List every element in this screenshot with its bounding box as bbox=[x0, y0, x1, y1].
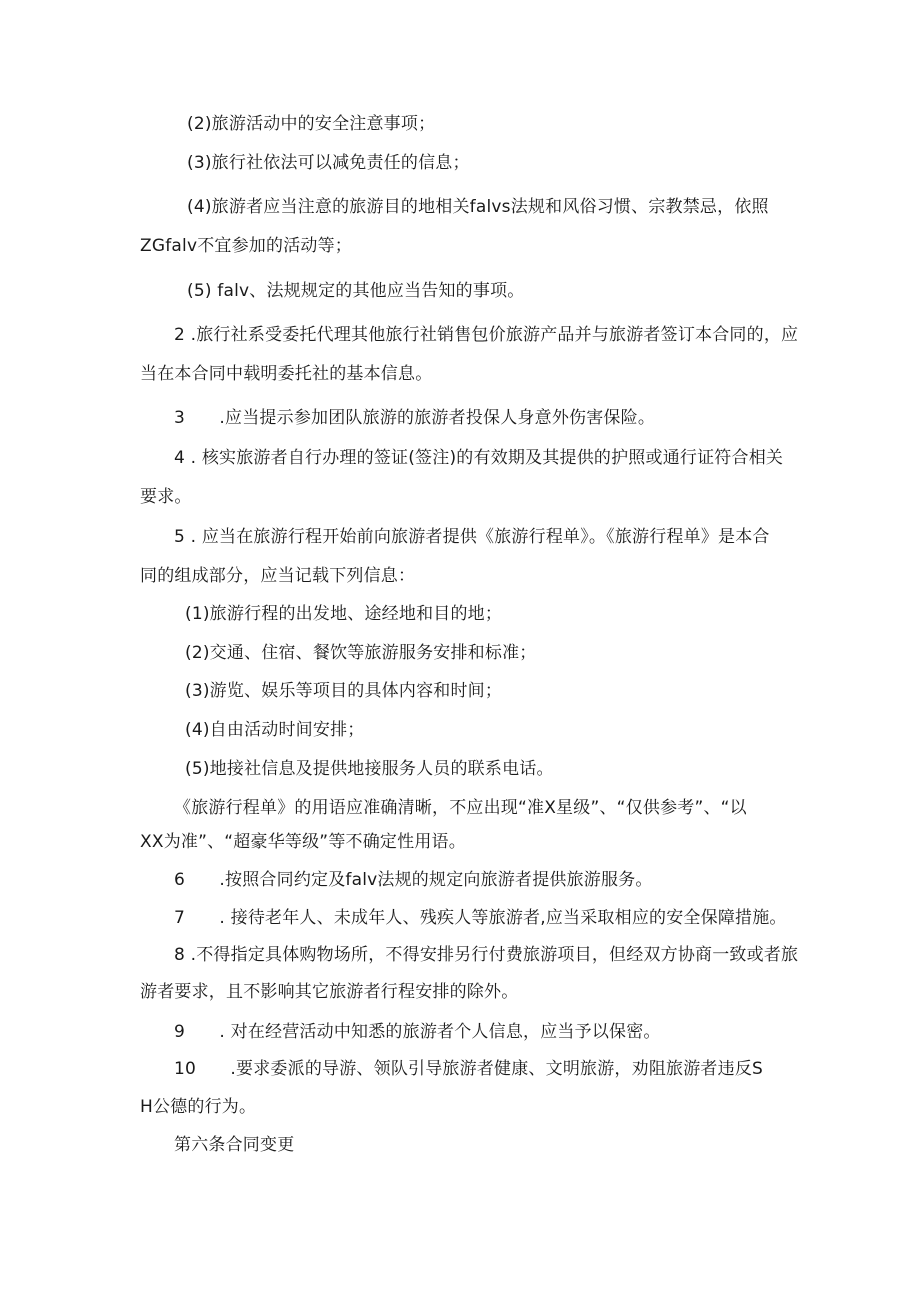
clause-line: 要求。 bbox=[140, 487, 192, 507]
clause-line: (5)地接社信息及提供地接服务人员的联系电话。 bbox=[185, 759, 554, 779]
clause-line: 10 .要求委派的导游、领队引导旅游者健康、文明旅游，劝阻旅游者违反S bbox=[174, 1059, 764, 1079]
clause-line: 同的组成部分，应当记载下列信息： bbox=[140, 566, 416, 586]
clause-line: ZGfalv不宜参加的活动等； bbox=[140, 236, 353, 256]
clause-line: (2)交通、住宿、餐饮等旅游服务安排和标准； bbox=[185, 643, 537, 663]
clause-line: (5) falv、法规规定的其他应当告知的事项。 bbox=[187, 281, 525, 301]
clause-line: (1)旅游行程的出发地、途经地和目的地； bbox=[185, 604, 503, 624]
clause-line: 3 .应当提示参加团队旅游的旅游者投保人身意外伤害保险。 bbox=[174, 408, 656, 428]
clause-line: 5 . 应当在旅游行程开始前向旅游者提供《旅游行程单》。《旅游行程单》是本合 bbox=[174, 527, 770, 547]
clause-line: (3)旅行社依法可以减免责任的信息； bbox=[187, 153, 470, 173]
clause-line: 当在本合同中载明委托社的基本信息。 bbox=[140, 364, 433, 384]
clause-line: (4)自由活动时间安排； bbox=[185, 720, 365, 740]
clause-line: 4 . 核实旅游者自行办理的签证(签注)的有效期及其提供的护照或通行证符合相关 bbox=[174, 448, 784, 468]
clause-line: (4)旅游者应当注意的旅游目的地相关falvs法规和风俗习惯、宗教禁忌，依照 bbox=[187, 197, 769, 217]
clause-line: (3)游览、娱乐等项目的具体内容和时间； bbox=[185, 681, 503, 701]
section-heading: 第六条合同变更 bbox=[174, 1135, 295, 1155]
clause-line: 7 . 接待老年人、未成年人、残疾人等旅游者,应当采取相应的安全保障措施。 bbox=[174, 908, 787, 928]
clause-line: 2 .旅行社系受委托代理其他旅行社销售包价旅游产品并与旅游者签订本合同的，应 bbox=[174, 325, 799, 345]
clause-line: 9 . 对在经营活动中知悉的旅游者个人信息，应当予以保密。 bbox=[174, 1022, 661, 1042]
clause-line: H公德的行为。 bbox=[140, 1097, 257, 1117]
clause-line: 6 .按照合同约定及falv法规的规定向旅游者提供旅游服务。 bbox=[174, 870, 653, 890]
clause-line: 《旅游行程单》的用语应准确清晰，不应出现“准X星级”、“仅供参考”、“以 bbox=[174, 798, 747, 818]
clause-line: 8 .不得指定具体购物场所，不得安排另行付费旅游项目，但经双方协商一致或者旅 bbox=[174, 945, 799, 965]
clause-line: 游者要求，且不影响其它旅游者行程安排的除外。 bbox=[140, 982, 519, 1002]
clause-line: (2)旅游活动中的安全注意事项； bbox=[187, 114, 436, 134]
clause-line: XX为准”、“超豪华等级”等不确定性用语。 bbox=[140, 832, 466, 852]
